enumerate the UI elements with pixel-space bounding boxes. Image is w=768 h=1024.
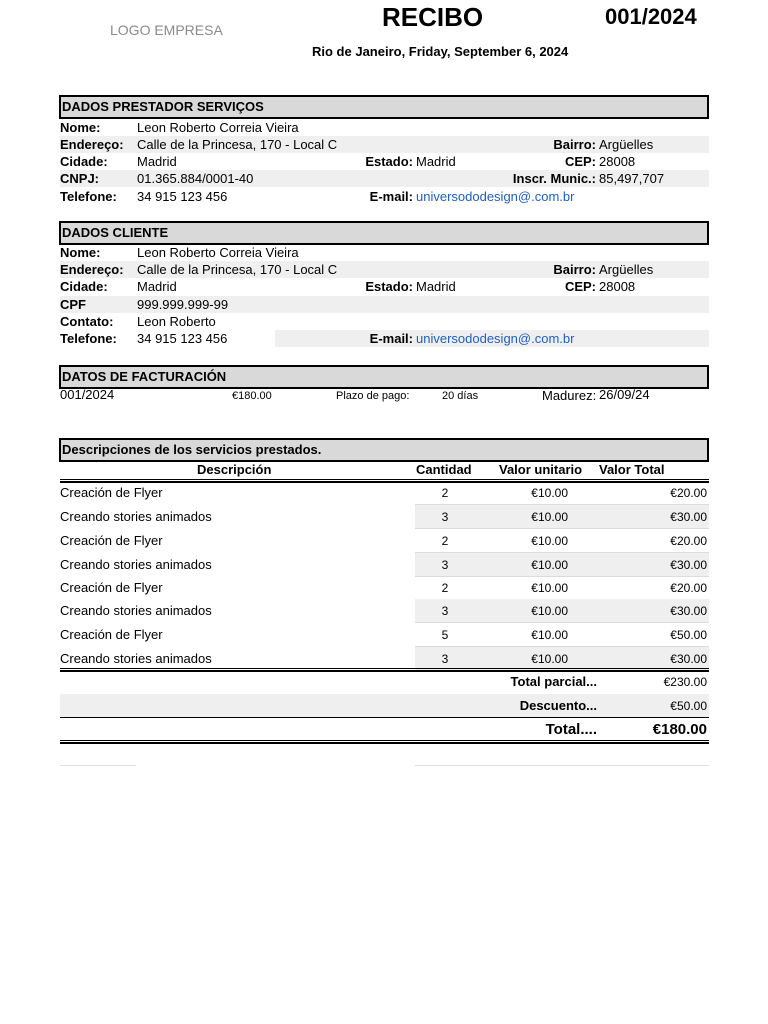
item-quantity: 5: [441, 628, 449, 642]
provider-bairro-label: Bairro:: [553, 137, 596, 152]
grand-total-row: [60, 718, 709, 742]
item-quantity: 3: [441, 558, 449, 572]
subtotal-value: €230.00: [663, 675, 707, 689]
client-telefone-value: 34 915 123 456: [137, 331, 228, 346]
provider-cep-value: 28008: [599, 154, 636, 169]
item-total: €20.00: [670, 486, 707, 500]
services-section-header: [59, 438, 709, 462]
billing-number: 001/2024: [60, 387, 115, 402]
client-row-telefone: [60, 330, 709, 347]
client-estado-value: Madrid: [416, 279, 456, 294]
item-total: €30.00: [670, 510, 707, 524]
item-quantity: 3: [441, 604, 449, 618]
signature-line: [415, 765, 709, 766]
table-row: [60, 576, 709, 600]
billing-section-header: [59, 365, 709, 389]
table-row: [60, 623, 709, 647]
provider-cidade-value: Madrid: [137, 154, 177, 169]
provider-row-nome: [60, 119, 709, 136]
provider-email-label: E-mail:: [369, 189, 413, 204]
discount-label: Descuento...: [519, 698, 597, 713]
provider-section-header: [59, 95, 709, 119]
client-cpf-value: 999.999.999-99: [137, 297, 229, 312]
item-unit-price: €10.00: [531, 652, 568, 666]
provider-cep-label: CEP:: [564, 154, 596, 169]
client-cidade-value: Madrid: [137, 279, 177, 294]
item-total: €30.00: [670, 558, 707, 572]
client-endereco-value: Calle de la Princesa, 170 - Local C: [137, 262, 338, 277]
client-cep-label: CEP:: [564, 279, 596, 294]
item-quantity: 2: [441, 486, 449, 500]
client-bairro-value: Argüelles: [599, 262, 654, 277]
discount-value: €50.00: [670, 699, 707, 713]
client-cidade-label: Cidade:: [60, 279, 108, 294]
provider-telefone-value: 34 915 123 456: [137, 189, 228, 204]
subtotal-row: [60, 670, 709, 694]
client-cpf-label: CPF: [60, 297, 86, 312]
provider-estado-value: Madrid: [416, 154, 456, 169]
billing-amount: €180.00: [232, 390, 272, 402]
column-header-cantidad: Cantidad: [416, 462, 472, 477]
provider-telefone-label: Telefone:: [60, 189, 117, 204]
discount-row: [60, 694, 709, 718]
item-description: Creación de Flyer: [60, 580, 163, 595]
item-quantity: 2: [441, 581, 449, 595]
table-row: [60, 599, 709, 623]
item-unit-price: €10.00: [531, 558, 568, 572]
billing-plazo-label: Plazo de pago:: [336, 390, 410, 402]
item-description: Creación de Flyer: [60, 533, 163, 548]
provider-cnpj-label: CNPJ:: [60, 171, 100, 186]
item-description: Creando stories animados: [60, 603, 212, 618]
column-header-valor-total: Valor Total: [599, 462, 665, 477]
item-description: Creando stories animados: [60, 651, 212, 666]
item-total: €20.00: [670, 581, 707, 595]
client-email-link[interactable]: universododesign@.com.br: [416, 331, 575, 346]
item-total: €50.00: [670, 628, 707, 642]
client-telefone-label: Telefone:: [60, 331, 117, 346]
client-contato-value: Leon Roberto: [137, 314, 216, 329]
column-header-descripcion: Descripción: [197, 462, 272, 477]
item-quantity: 3: [441, 510, 449, 524]
provider-cnpj-value: 01.365.884/0001-40: [137, 171, 254, 186]
provider-email-link[interactable]: universododesign@.com.br: [416, 189, 575, 204]
item-description: Creación de Flyer: [60, 627, 163, 642]
client-email-label: E-mail:: [369, 331, 413, 346]
table-row: [60, 505, 709, 529]
provider-nome-value: Leon Roberto Correia Vieira: [137, 120, 299, 135]
receipt-number: 001/2024: [605, 4, 697, 29]
item-description: Creando stories animados: [60, 557, 212, 572]
provider-section-title: DADOS PRESTADOR SERVIÇOS: [62, 99, 264, 114]
client-cep-value: 28008: [599, 279, 636, 294]
table-row: [60, 481, 709, 505]
client-row-endereco: [60, 261, 709, 278]
provider-row-cnpj: [60, 170, 709, 187]
item-unit-price: €10.00: [531, 628, 568, 642]
table-row: [60, 529, 709, 553]
item-unit-price: €10.00: [531, 581, 568, 595]
provider-cidade-label: Cidade:: [60, 154, 108, 169]
item-total: €30.00: [670, 604, 707, 618]
client-section-header: [59, 221, 709, 245]
company-logo-placeholder: LOGO EMPRESA: [110, 22, 223, 38]
item-description: Creación de Flyer: [60, 485, 163, 500]
billing-madurez-value: 26/09/24: [599, 387, 650, 402]
item-unit-price: €10.00: [531, 510, 568, 524]
item-quantity: 3: [441, 652, 449, 666]
signature-line: [60, 765, 136, 766]
item-total: €30.00: [670, 652, 707, 666]
client-bairro-label: Bairro:: [553, 262, 596, 277]
document-title: RECIBO: [382, 2, 484, 32]
client-row-contato: [60, 313, 709, 330]
item-unit-price: €10.00: [531, 604, 568, 618]
place-and-date: Rio de Janeiro, Friday, September 6, 2024: [312, 44, 569, 59]
table-bottom-rule: [60, 740, 709, 744]
provider-inscr-label: Inscr. Munic.:: [512, 171, 596, 186]
table-row: [60, 553, 709, 577]
item-unit-price: €10.00: [531, 486, 568, 500]
client-nome-value: Leon Roberto Correia Vieira: [137, 245, 299, 260]
item-unit-price: €10.00: [531, 534, 568, 548]
column-header-valor-unitario: Valor unitario: [499, 462, 583, 477]
item-total: €20.00: [670, 534, 707, 548]
client-endereco-label: Endereço:: [60, 262, 124, 277]
provider-estado-label: Estado:: [365, 154, 413, 169]
client-nome-label: Nome:: [60, 245, 101, 260]
billing-madurez-label: Madurez:: [542, 388, 597, 403]
billing-plazo-value: 20 días: [442, 390, 479, 402]
provider-bairro-value: Argüelles: [599, 137, 654, 152]
client-contato-label: Contato:: [60, 314, 114, 329]
client-row-nome: [60, 244, 709, 261]
subtotal-label: Total parcial...: [510, 674, 597, 689]
services-section-title: Descripciones de los servicios prestados.: [62, 442, 322, 457]
provider-inscr-value: 85,497,707: [599, 171, 665, 186]
provider-row-endereco: [60, 136, 709, 153]
billing-section-title: DATOS DE FACTURACIÓN: [62, 369, 227, 384]
grand-total-value: €180.00: [652, 721, 707, 738]
item-quantity: 2: [441, 534, 449, 548]
client-row-cpf: [60, 296, 709, 313]
provider-endereco-label: Endereço:: [60, 137, 124, 152]
item-description: Creando stories animados: [60, 509, 212, 524]
provider-row-cidade: [60, 153, 709, 170]
provider-row-telefone: [60, 188, 709, 205]
client-estado-label: Estado:: [365, 279, 413, 294]
provider-endereco-value: Calle de la Princesa, 170 - Local C: [137, 137, 338, 152]
provider-nome-label: Nome:: [60, 120, 101, 135]
grand-total-label: Total....: [545, 721, 597, 738]
client-row-cidade: [60, 278, 709, 295]
client-section-title: DADOS CLIENTE: [62, 225, 169, 240]
